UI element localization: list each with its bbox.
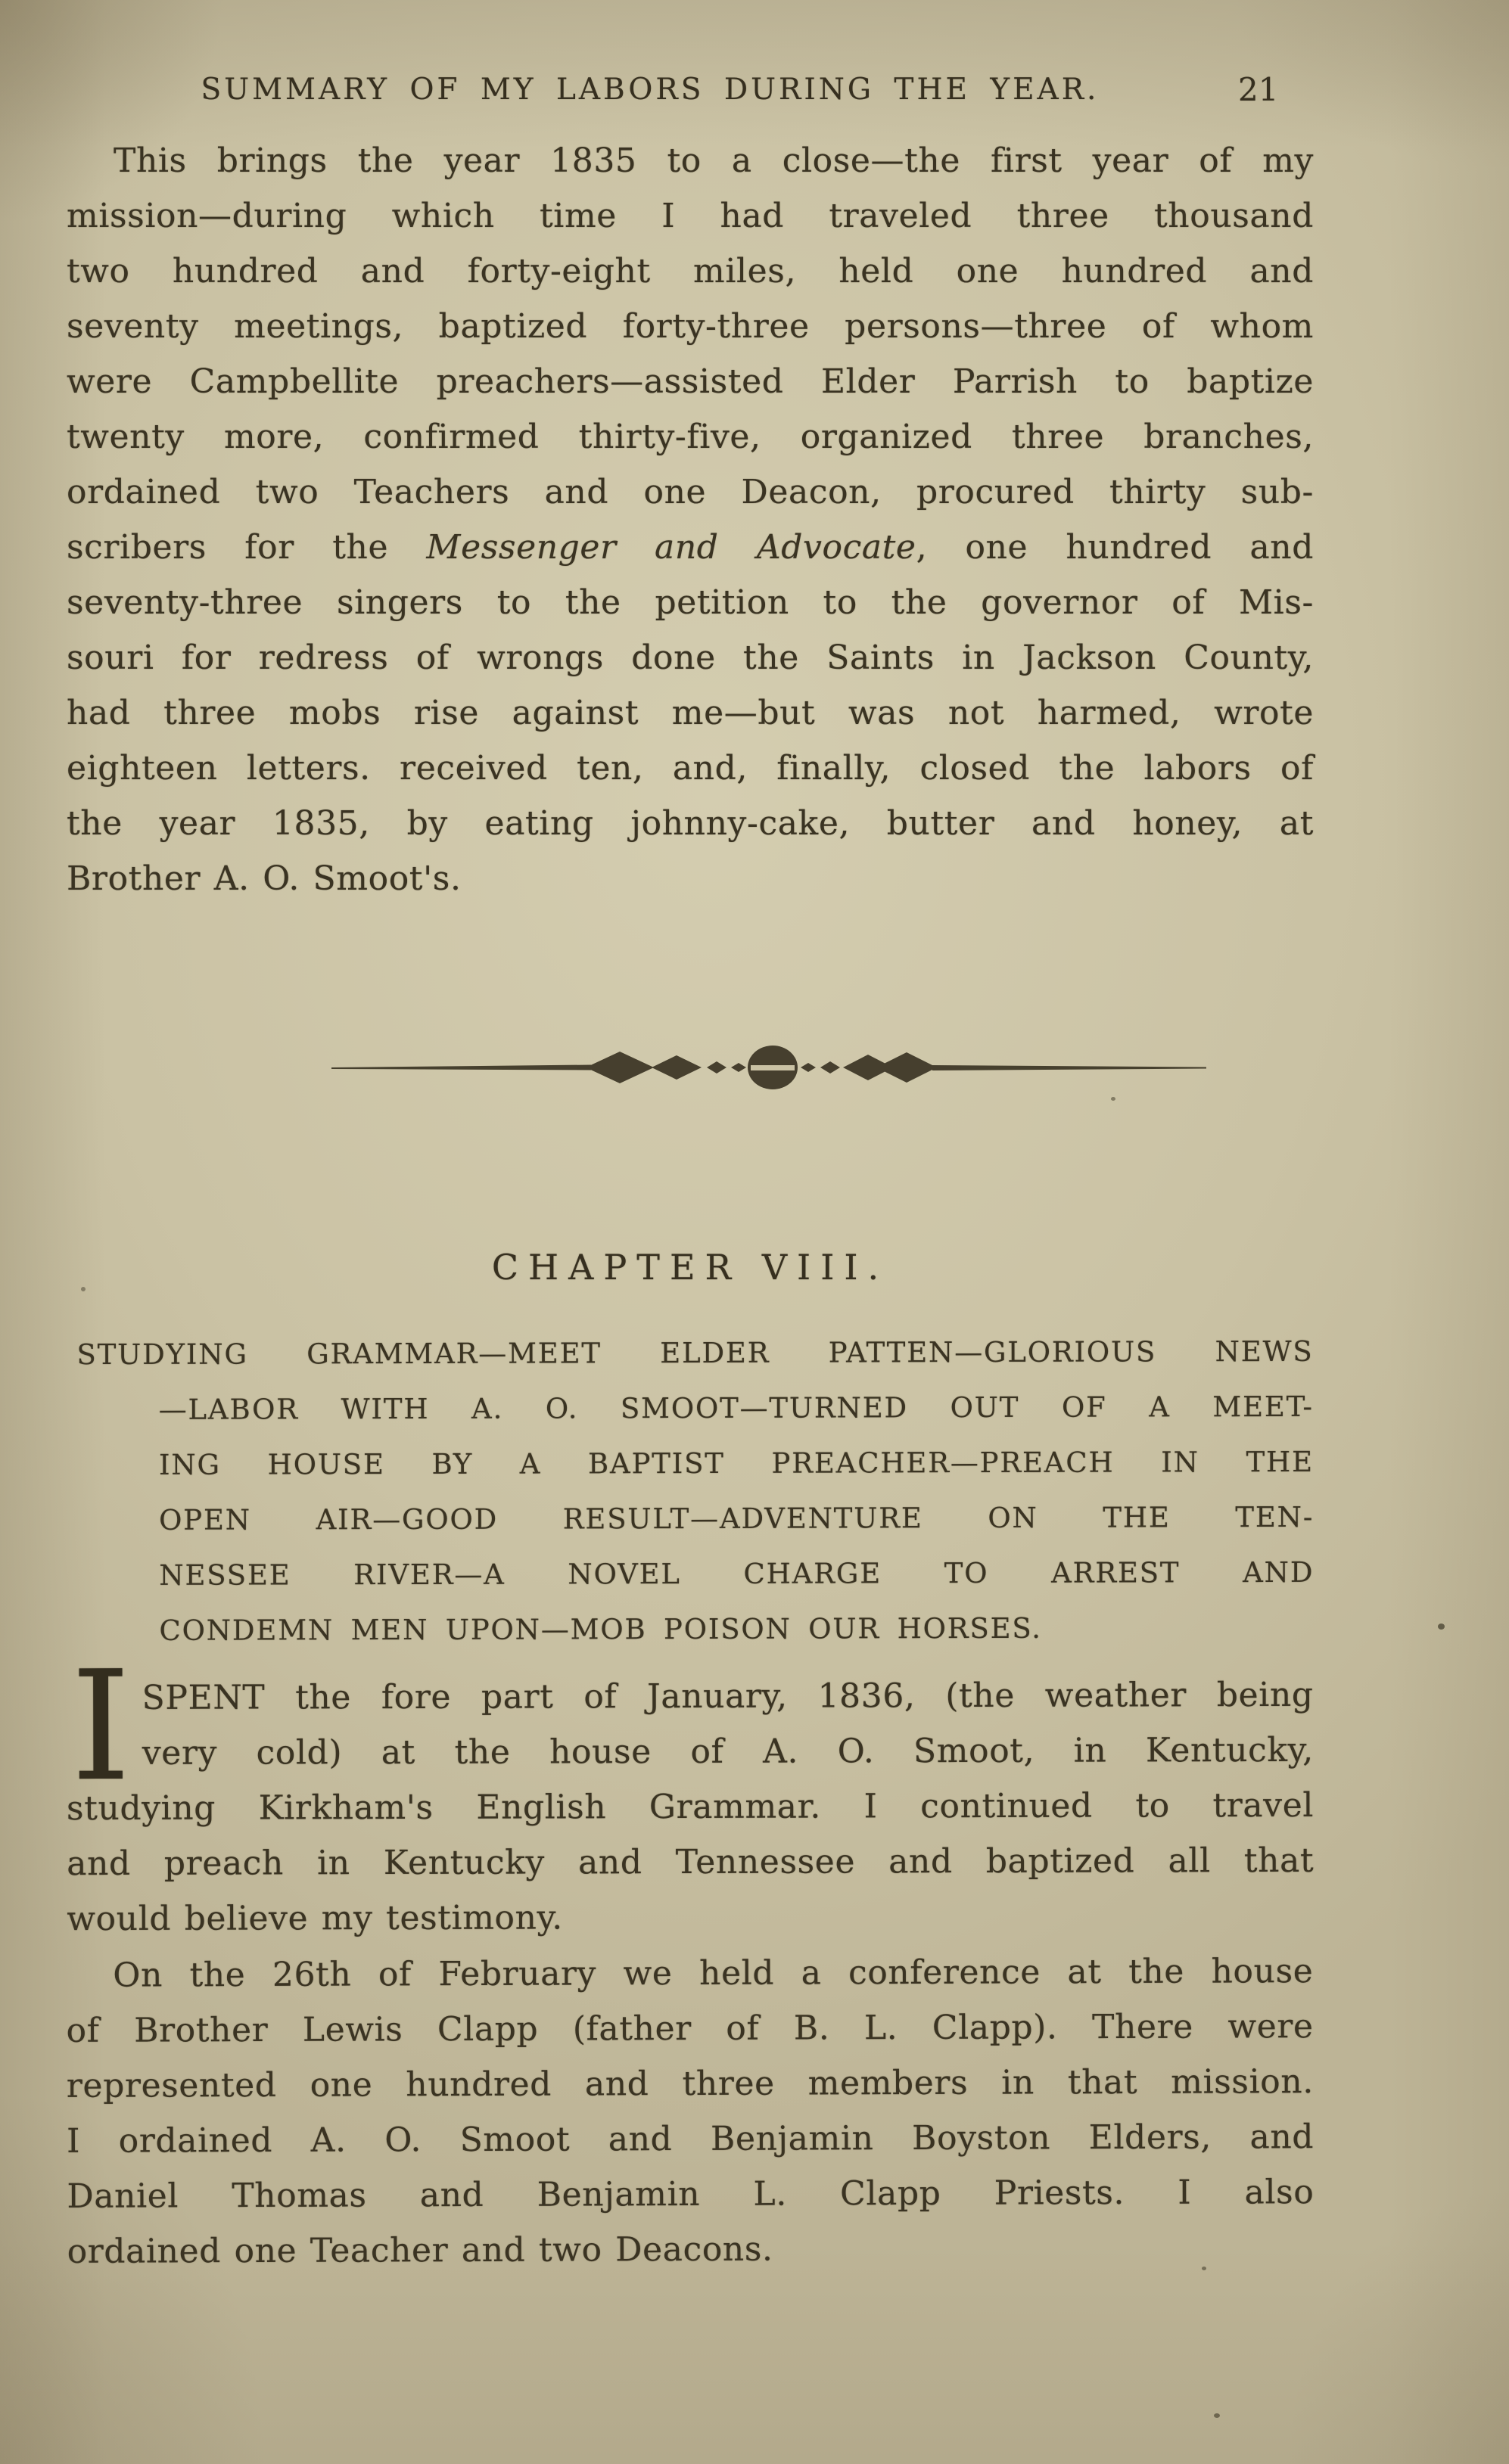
text-line: seventy-three singers to the petition to the governor of Mis- — [67, 583, 1314, 622]
summary-line: —LABOR WITH A. O. SMOOT—TURNED OUT OF A MEET- — [158, 1390, 1314, 1426]
text-line: very cold) at the house of A. O. Smoot, in Kentucky, — [142, 1730, 1314, 1773]
text-line: of Brother Lewis Clapp (father of B. L. Clapp). There were — [66, 2007, 1314, 2050]
ink-speck — [1202, 2267, 1206, 2270]
ink-speck — [1111, 1097, 1115, 1101]
text-line: ordained two Teachers and one Deacon, procured thirty sub- — [67, 473, 1314, 511]
text-line: eighteen letters. received ten, and, finally, closed the labors of — [67, 749, 1314, 788]
text-line: Daniel Thomas and Benjamin L. Clapp Priests. I also — [67, 2173, 1315, 2216]
chapter-summary — [66, 1324, 1314, 1658]
running-head — [67, 73, 1314, 112]
section-divider-ornament — [330, 1046, 1208, 1091]
text-segment: scribers for the — [67, 528, 427, 567]
summary-line: STUDYING GRAMMAR—MEET ELDER PATTEN—GLORIOUS NEWS — [76, 1335, 1314, 1372]
fleuron-divider-icon — [330, 1046, 1208, 1091]
paragraph-2 — [66, 1638, 1315, 1947]
text-line: would believe my testimony. — [67, 1898, 563, 1939]
text-line: Brother A. O. Smoot's. — [67, 859, 462, 898]
book-title-italic: Messenger and Advocate — [426, 528, 916, 567]
text-line: ordained one Teacher and two Deacons. — [67, 2229, 773, 2271]
summary-line: CONDEMN MEN UPON—MOB POISON OUR HORSES. — [159, 1611, 1042, 1647]
summary-line: NESSEE RIVER—A NOVEL CHARGE TO ARREST AND — [159, 1555, 1315, 1592]
text-line: studying Kirkham's English Grammar. I continued to travel — [66, 1785, 1315, 1829]
paragraph-1 — [67, 133, 1314, 906]
text-line: SPENT the fore part of January, 1836, (the weather being — [142, 1675, 1314, 1717]
ink-speck — [81, 1287, 86, 1291]
text-line: twenty more, confirmed thirty-five, organized three branches, — [67, 418, 1314, 456]
text-line: seventy meetings, baptized forty-three persons—three of whom — [67, 307, 1314, 346]
ink-speck — [1438, 1624, 1445, 1630]
text-line: had three mobs rise against me—but was not harmed, wrote — [67, 694, 1314, 732]
paragraph-3 — [66, 1944, 1315, 2279]
text-line: represented one hundred and three members in that mission. — [66, 2062, 1314, 2105]
text-line: and preach in Kentucky and Tennessee and baptized all that — [67, 1841, 1315, 1884]
drop-cap: I — [70, 1638, 132, 1816]
summary-line: ING HOUSE BY A BAPTIST PREACHER—PREACH IN THE — [158, 1445, 1314, 1481]
summary-line: OPEN AIR—GOOD RESULT—ADVENTURE ON THE TEN- — [159, 1500, 1315, 1537]
text-line: This brings the year 1835 to a close—the first year of my — [114, 141, 1314, 180]
ink-speck — [1214, 2413, 1220, 2418]
text-line-with-italic — [67, 520, 1314, 575]
text-line: the year 1835, by eating johnny-cake, butter and honey, at — [67, 804, 1314, 843]
text-line: souri for redress of wrongs done the Saints in Jackson County, — [67, 639, 1314, 677]
text-line: I ordained A. O. Smoot and Benjamin Boyston Elders, and — [67, 2118, 1315, 2161]
text-line: mission—during which time I had traveled three thousand — [67, 197, 1314, 235]
chapter-heading: CHAPTER VIII. — [491, 1247, 889, 1288]
text-line: two hundred and forty-eight miles, held one hundred and — [67, 252, 1314, 291]
text-line: On the 26th of February we held a conference at the house — [113, 1952, 1314, 1995]
text-segment: , one hundred and — [916, 528, 1314, 567]
page-number: 21 — [1238, 71, 1279, 108]
text-line: were Campbellite preachers—assisted Elder Parrish to baptize — [67, 362, 1314, 401]
running-head-title: SUMMARY OF MY LABORS DURING THE YEAR. — [201, 73, 1100, 107]
